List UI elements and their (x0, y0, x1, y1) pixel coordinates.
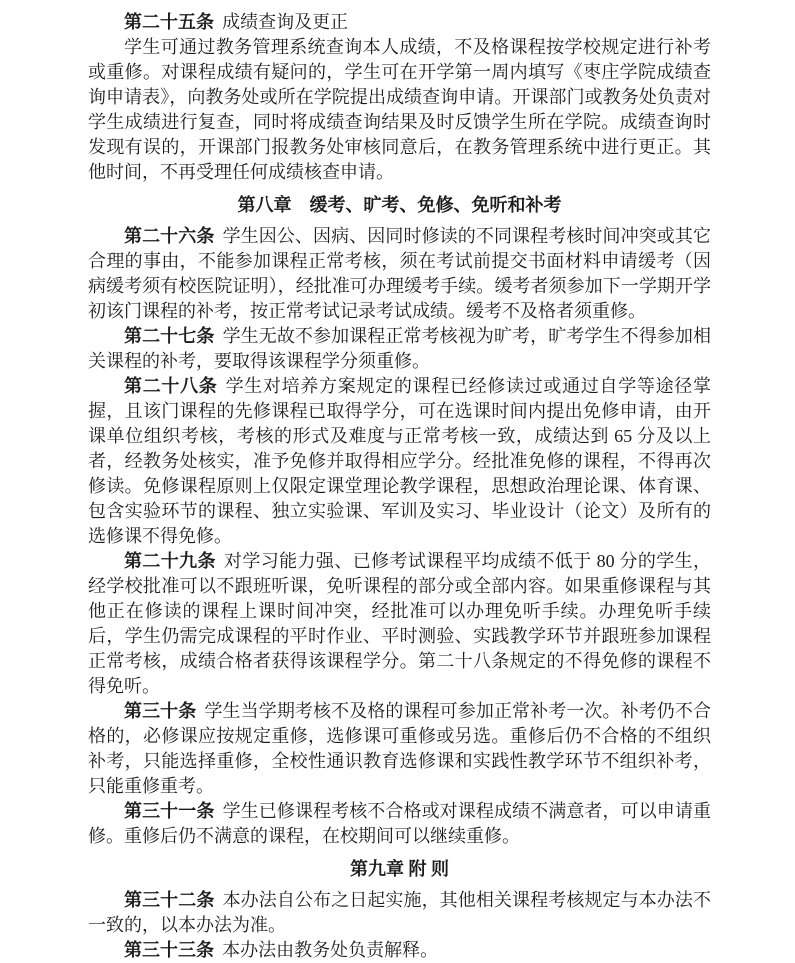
article-paragraph-30 (88, 699, 711, 799)
article-text: 对学习能力强、已修考试课程平均成绩不低于 80 分的学生，经学校批准可以不跟班听课，免听课程的部分或全部内容。如果重修课程与其他正在修读的课程上课时间冲突，经批准可以办理免听手续。办理免听手续后，学生仍需完成课程的平时作业、平时测验、实践教学环节并跟班参加课程正常考核，成绩合格者获得该课程学分。第二十八条规定的不得免修的课程不得免听。 (88, 551, 711, 696)
article-text: 学生已修课程考核不合格或对课程成绩不满意者，可以申请重修。重修后仍不满意的课程，在校期间可以继续重修。 (88, 801, 711, 846)
chapter-heading-8: 第八章 缓考、旷考、免修、免听和补考 (237, 195, 562, 215)
article-text: 成绩查询及更正 (222, 12, 349, 32)
article-number: 第二十八条 (124, 376, 218, 396)
article-paragraph-31 (88, 799, 711, 849)
article-text: 学生对培养方案规定的课程已经修读过或通过自学等途径掌握，且该门课程的先修课程已取得学分，可在选课时间内提出免修申请，由开课单位组织考核，考核的形式及难度与正常考核一致，成绩达到 65 分及以上者，经教务处核实，准予免修并取得相应学分。经批准免修的课程，不得再次修读。免修课程原则上仅限定课堂理论教学课程，思想政治理论课、体育课、包含实验环节的课程、独立实验课、军训及实习、毕业设计（论文）及所有的选修课不得免修。 (88, 376, 711, 546)
article-number: 第二十九条 (124, 551, 216, 571)
article-text: 学生因公、因病、因同时修读的不同课程考核时间冲突或其它合理的事由，不能参加课程正常考核，须在考试前提交书面材料申请缓考（因病缓考须有校医院证明），经批准可办理缓考手续。缓考者须参加下一学期开学初该门课程的补考，按正常考试记录考试成绩。缓考不及格者须重修。 (88, 226, 711, 321)
article-number: 第二十五条 (124, 12, 214, 32)
article-number: 第三十一条 (124, 801, 215, 821)
article-paragraph-29 (88, 549, 711, 699)
article-text: 本办法自公布之日起实施，其他相关课程考核规定与本办法不一致的，以本办法为准。 (88, 890, 711, 935)
article-paragraph-27 (88, 324, 711, 374)
article-number: 第三十条 (124, 701, 197, 721)
article-text: 学生当学期考核不及格的课程可参加正常补考一次。补考仍不合格的，必修课应按规定重修，选修课可重修或另选。重修后仍不合格的不组织补考，只能选择重修，全校性通识教育选修课和实践性教学环节不组织补考，只能重修重考。 (88, 701, 711, 796)
body-text: 学生可通过教务管理系统查询本人成绩，不及格课程按学校规定进行补考或重修。对课程成绩有疑问的，学生可在开学第一周内填写《枣庄学院成绩查询申请表》，向教务处或所在学院提出成绩查询申请。开课部门或教务处负责对学生成绩进行复查，同时将成绩查询结果及时反馈学生所在学院。成绩查询时发现有误的，开课部门报教务处审核同意后，在教务管理系统中进行更正。其他时间，不再受理任何成绩核查申请。 (88, 37, 711, 182)
article-paragraph-33 (88, 938, 711, 963)
article-text: 本办法由教务处负责解释。 (222, 940, 439, 960)
article-number: 第三十二条 (124, 890, 215, 910)
body-paragraph-25 (88, 35, 711, 185)
article-number: 第二十六条 (124, 226, 215, 246)
article-paragraph-28 (88, 374, 711, 549)
article-paragraph-32 (88, 888, 711, 938)
article-number: 第二十七条 (124, 326, 215, 346)
article-paragraph-25-title (88, 10, 711, 35)
article-paragraph-26 (88, 224, 711, 324)
article-number: 第三十三条 (124, 940, 214, 960)
article-text: 学生无故不参加课程正常考核视为旷考，旷考学生不得参加相关课程的补考，要取得该课程学分须重修。 (88, 326, 711, 371)
chapter-heading-9: 第九章 附 则 (350, 859, 449, 879)
